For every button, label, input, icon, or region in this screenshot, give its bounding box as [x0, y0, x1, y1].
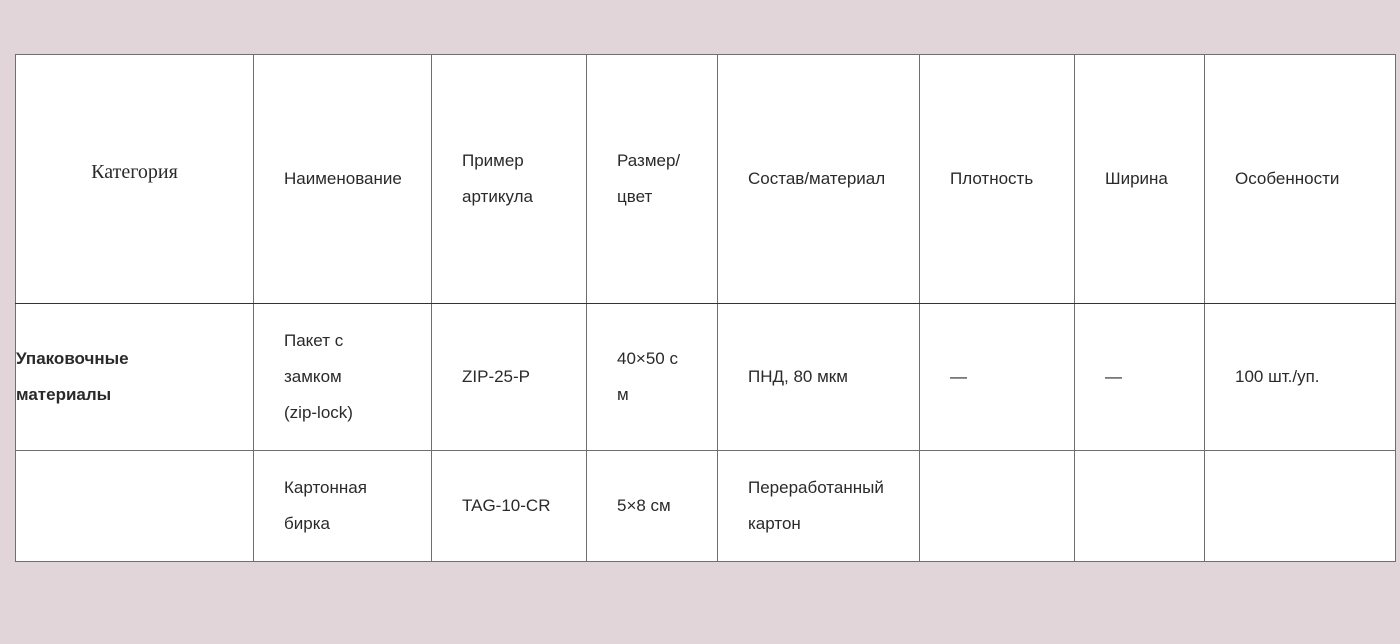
cell-name: Пакет с замком (zip-lock) — [254, 304, 432, 451]
cell-size: 40×50 с м — [587, 304, 718, 451]
cell-width: — — [1075, 304, 1205, 451]
cell-name: Картонная бирка — [254, 451, 432, 562]
cell-width — [1075, 451, 1205, 562]
header-width: Ширина — [1075, 55, 1205, 304]
cell-features — [1205, 451, 1396, 562]
cell-density — [920, 451, 1075, 562]
table-row — [16, 451, 1396, 562]
header-density: Плотность — [920, 55, 1075, 304]
cell-density: — — [920, 304, 1075, 451]
table-header-row — [16, 55, 1396, 304]
cell-size: 5×8 см — [587, 451, 718, 562]
table-row — [16, 304, 1396, 451]
cell-sku: ZIP-25-P — [432, 304, 587, 451]
header-features: Особенности — [1205, 55, 1396, 304]
cell-features: 100 шт./уп. — [1205, 304, 1396, 451]
cell-sku: TAG-10-CR — [432, 451, 587, 562]
header-material: Состав/материал — [718, 55, 920, 304]
header-size: Размер/ цвет — [587, 55, 718, 304]
cell-material: ПНД, 80 мкм — [718, 304, 920, 451]
header-name: Наименование — [254, 55, 432, 304]
header-category: Категория — [16, 55, 254, 304]
header-sku: Пример артикула — [432, 55, 587, 304]
data-table — [15, 54, 1396, 562]
cell-category: Упаковочные материалы — [16, 304, 254, 451]
cell-category — [16, 451, 254, 562]
cell-material: Переработанный картон — [718, 451, 920, 562]
